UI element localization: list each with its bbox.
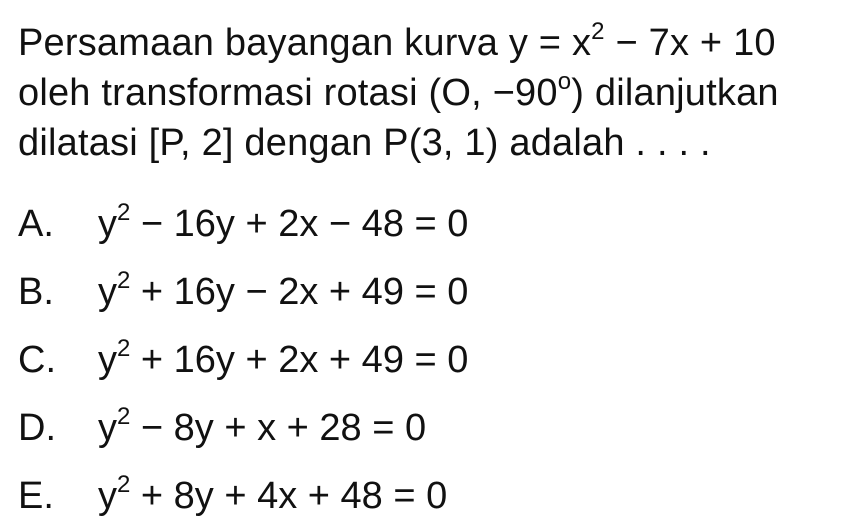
option-equation <box>98 258 468 326</box>
question-line-2-suffix: ) dilanjutkan <box>571 72 779 114</box>
equation-rest: + 16y − 2x + 49 = 0 <box>130 271 469 313</box>
equation-base: y <box>98 407 117 449</box>
question-text <box>18 18 848 168</box>
option-equation <box>98 326 468 394</box>
option-letter: D. <box>18 407 56 449</box>
equation-base: y <box>98 203 117 245</box>
option-c[interactable] <box>18 326 848 394</box>
equation-rest: + 8y + 4x + 48 = 0 <box>130 475 448 517</box>
option-a[interactable] <box>18 190 848 258</box>
equation-exponent: 2 <box>117 471 131 498</box>
equation-base: y <box>98 339 117 381</box>
question-line-2-degree: o <box>557 68 572 95</box>
option-b[interactable] <box>18 258 848 326</box>
question-line-1-exponent: 2 <box>591 18 605 45</box>
question-line-3: dilatasi [P, 2] dengan P(3, 1) adalah . . . . <box>18 122 711 164</box>
option-letter: C. <box>18 339 56 381</box>
option-letter: A. <box>18 203 54 245</box>
equation-exponent: 2 <box>117 267 131 294</box>
equation-rest: − 8y + x + 28 = 0 <box>130 407 427 449</box>
equation-rest: + 16y + 2x + 49 = 0 <box>130 339 469 381</box>
equation-exponent: 2 <box>117 335 131 362</box>
question-line-2-prefix: oleh transformasi rotasi (O, −90 <box>18 72 558 114</box>
option-letter: B. <box>18 271 54 313</box>
option-equation <box>98 394 426 462</box>
option-e[interactable] <box>18 462 848 530</box>
question-line-1-prefix: Persamaan bayangan kurva y = x <box>18 22 592 64</box>
equation-exponent: 2 <box>117 403 131 430</box>
option-letter: E. <box>18 475 54 517</box>
answer-options <box>18 190 848 530</box>
equation-rest: − 16y + 2x − 48 = 0 <box>130 203 469 245</box>
option-equation <box>98 462 447 530</box>
equation-base: y <box>98 271 117 313</box>
question-line-1 <box>18 18 848 68</box>
option-equation <box>98 190 468 258</box>
question-line-1-suffix: − 7x + 10 <box>604 22 776 64</box>
question-line-2 <box>18 68 848 118</box>
option-d[interactable] <box>18 394 848 462</box>
equation-base: y <box>98 475 117 517</box>
equation-exponent: 2 <box>117 199 131 226</box>
